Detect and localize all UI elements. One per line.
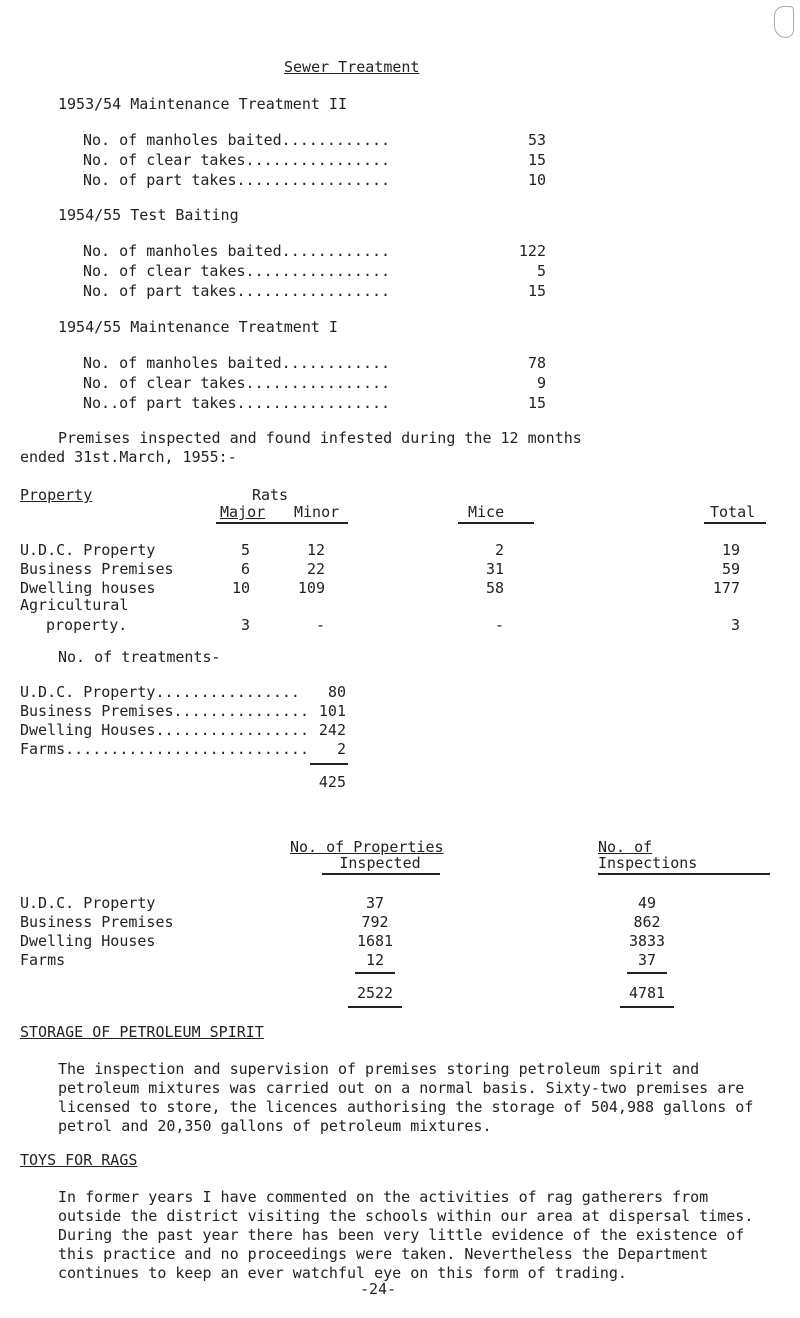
list-item-label: No. of part takes................. <box>83 282 391 300</box>
table-cell: 3833 <box>628 932 666 950</box>
table-cell: 12 <box>365 951 385 969</box>
column-header-major: Major <box>220 503 266 521</box>
list-item-label: No. of clear takes................ <box>83 262 391 280</box>
table-cell: 177 <box>712 579 740 597</box>
sum-rule <box>627 972 667 974</box>
section-heading: 1954/55 Maintenance Treatment I <box>58 318 338 336</box>
section-heading: 1953/54 Maintenance Treatment II <box>58 95 347 113</box>
list-item-value: 122 <box>518 242 546 260</box>
list-item-value: 53 <box>527 131 546 149</box>
list-item-label: No..of part takes................. <box>83 394 391 412</box>
table-total: 4781 <box>628 984 666 1002</box>
table-cell: 2 <box>494 541 504 559</box>
list-item-label: Farms........................... <box>20 740 309 758</box>
table-cell: 12 <box>306 541 325 559</box>
table-cell: - <box>494 616 504 634</box>
table-cell: 109 <box>297 579 325 597</box>
table-cell: 59 <box>721 560 740 578</box>
list-item-label: No. of manholes baited............ <box>83 131 391 149</box>
table-row-name: Dwelling houses <box>20 579 156 597</box>
table-row-name: Business Premises <box>20 913 174 931</box>
table-cell: 49 <box>637 894 657 912</box>
treatments-total: 425 <box>318 773 346 791</box>
list-item-value: 2 <box>336 740 346 758</box>
list-item-value: 15 <box>527 394 546 412</box>
table-row-name: Farms <box>20 951 66 969</box>
list-item-label: No. of clear takes................ <box>83 151 391 169</box>
column-header-property: Property <box>20 486 93 504</box>
page-number: -24- <box>360 1280 397 1298</box>
list-item-value: 15 <box>527 282 546 300</box>
list-item-label: Dwelling Houses................. <box>20 721 309 739</box>
table-row-name: Business Premises <box>20 560 174 578</box>
column-header-rats: Rats <box>251 486 289 504</box>
list-item-label: No. of clear takes................ <box>83 374 391 392</box>
table-cell: 58 <box>485 579 504 597</box>
column-header-no-of: No. of <box>598 838 653 856</box>
section-heading: STORAGE OF PETROLEUM SPIRIT <box>20 1023 264 1041</box>
list-item-value: 9 <box>536 374 546 392</box>
section-heading: 1954/55 Test Baiting <box>58 206 239 224</box>
table-cell: 3 <box>240 616 250 634</box>
table-cell: 31 <box>485 560 504 578</box>
table-total: 2522 <box>356 984 394 1002</box>
paragraph: In former years I have commented on the activities of rag gatherers from outside the district visiting the schools within our area at dispersal times. During the past year there has been very little evidence of the existence of this practice and no proceedings were taken. Nevertheless the Department continues to keep an ever watchful eye on this form of trading. <box>58 1188 754 1282</box>
list-item-label: U.D.C. Property................ <box>20 683 300 701</box>
list-item-value: 10 <box>527 171 546 189</box>
divider <box>216 522 348 524</box>
table-cell: 10 <box>231 579 250 597</box>
page-corner-mark <box>774 6 794 38</box>
sum-rule <box>310 763 348 765</box>
divider <box>458 522 534 524</box>
page-title: Sewer Treatment <box>284 58 420 76</box>
table-cell: 37 <box>365 894 385 912</box>
divider <box>598 873 770 875</box>
column-header-minor: Minor <box>294 503 340 521</box>
list-item-label: Business Premises............... <box>20 702 309 720</box>
paragraph: The inspection and supervision of premises storing petroleum spirit and petroleum mixtures was carried out on a normal basis. Sixty-two premises are licensed to store, the licences authorising the storage of 504,988 gallons of petrol and 20,350 gallons of petroleum mixtures. <box>58 1060 754 1135</box>
table-cell: 1681 <box>356 932 394 950</box>
table-row-name: U.D.C. Property <box>20 894 156 912</box>
table-row-name: Agricultural <box>20 596 129 614</box>
column-header-inspected: Inspected <box>339 854 421 872</box>
intro-line: Premises inspected and found infested during the 12 months <box>58 429 582 447</box>
table-cell: 5 <box>240 541 250 559</box>
table-cell: 792 <box>361 913 389 931</box>
table-cell: 3 <box>730 616 740 634</box>
list-item-value: 242 <box>318 721 346 739</box>
intro-line: ended 31st.March, 1955:- <box>20 448 237 466</box>
section-heading: No. of treatments- <box>58 648 221 666</box>
table-cell: 19 <box>721 541 740 559</box>
total-rule <box>620 1006 674 1008</box>
sum-rule <box>355 972 395 974</box>
table-row-name: Dwelling Houses <box>20 932 156 950</box>
list-item-value: 15 <box>527 151 546 169</box>
table-cell: 862 <box>633 913 661 931</box>
list-item-value: 80 <box>327 683 346 701</box>
list-item-value: 5 <box>536 262 546 280</box>
divider <box>704 522 766 524</box>
list-item-label: No. of part takes................. <box>83 171 391 189</box>
list-item-value: 78 <box>527 354 546 372</box>
column-header-mice: Mice <box>468 503 505 521</box>
divider <box>322 873 440 875</box>
list-item-value: 101 <box>318 702 346 720</box>
table-cell: 22 <box>306 560 325 578</box>
column-header-properties: No. of Properties <box>290 838 444 856</box>
table-cell: 37 <box>637 951 657 969</box>
total-rule <box>348 1006 402 1008</box>
list-item-label: No. of manholes baited............ <box>83 242 391 260</box>
table-row-name: U.D.C. Property <box>20 541 156 559</box>
table-cell: 6 <box>240 560 250 578</box>
column-header-total: Total <box>710 503 756 521</box>
column-header-inspections: Inspections <box>598 854 698 872</box>
list-item-label: No. of manholes baited............ <box>83 354 391 372</box>
table-cell: - <box>315 616 325 634</box>
table-row-name: property. <box>46 616 128 634</box>
section-heading: TOYS FOR RAGS <box>20 1151 138 1169</box>
